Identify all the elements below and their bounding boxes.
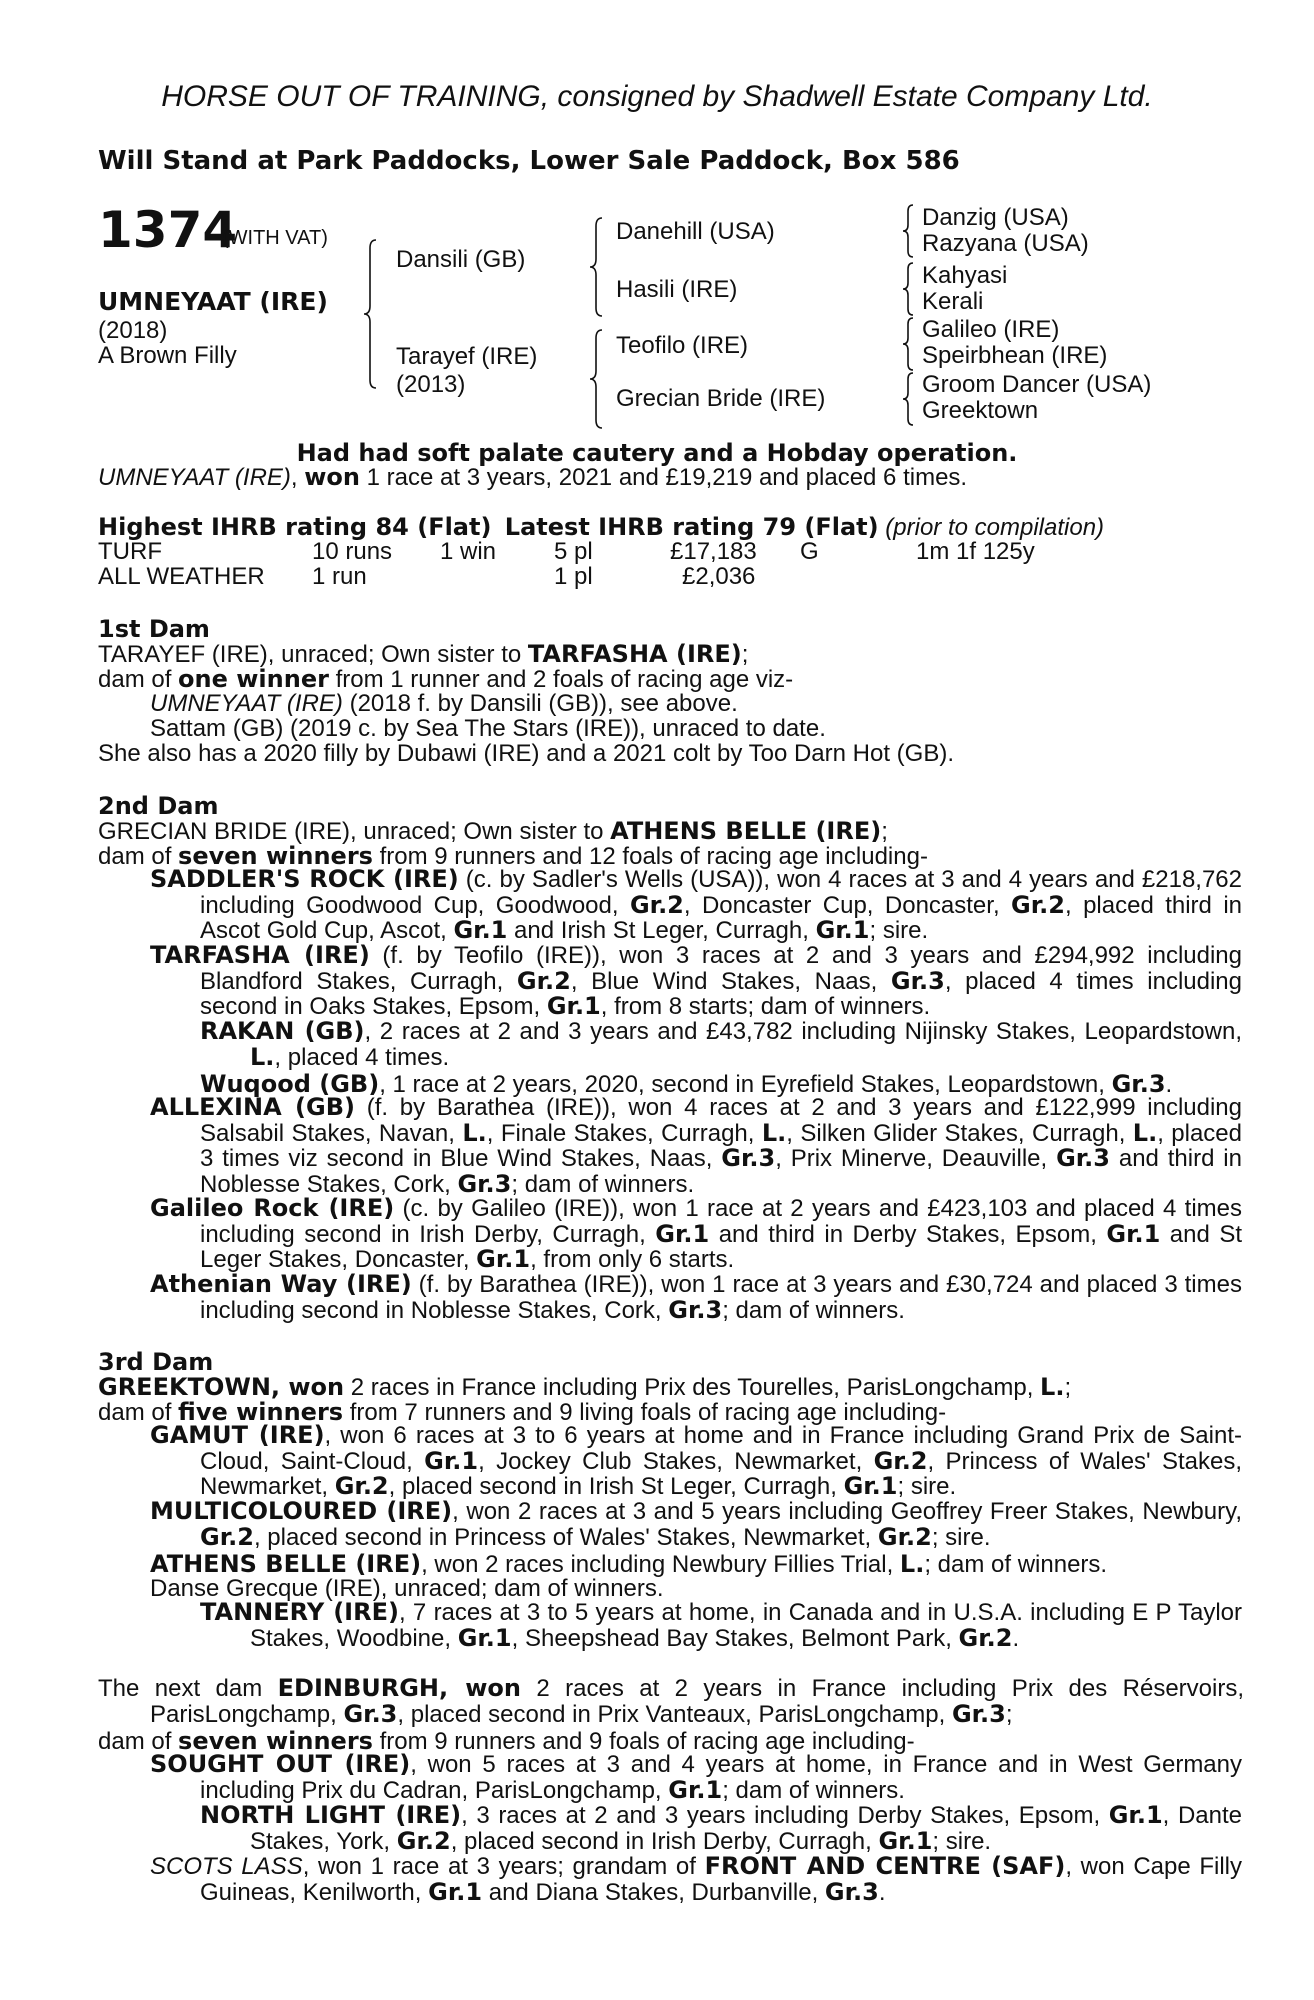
nd-e3d: and Diana Stakes, Durbanville, bbox=[482, 1878, 825, 1906]
dam2-entry-6 bbox=[150, 1196, 1242, 1273]
e5d: , placed 3 times viz second in Blue Wind Stakes, Naas, bbox=[200, 1119, 1242, 1172]
nd-l1g1: Gr.3 bbox=[343, 1699, 398, 1728]
dam3-entry-4: Danse Grecque (IRE), unraced; dam of winners. bbox=[150, 1575, 664, 1602]
d3e1-name: GAMUT (IRE) bbox=[150, 1421, 325, 1449]
nd-e3g1: Gr.1 bbox=[428, 1877, 483, 1906]
sss: Danzig (USA) bbox=[922, 204, 1069, 231]
e2g2: Gr.3 bbox=[890, 966, 945, 995]
nd-l1w: , won bbox=[439, 1674, 521, 1702]
e1-name: SADDLER'S ROCK (IRE) bbox=[150, 865, 459, 893]
dam1-p1b: (2018 f. by Dansili (GB)), see above. bbox=[342, 690, 738, 717]
e1g4: Gr.1 bbox=[815, 916, 870, 944]
dam-dam: Grecian Bride (IRE) bbox=[616, 385, 826, 412]
dam2-heading: 2nd Dam bbox=[98, 792, 219, 820]
nd-e2g2: Gr.2 bbox=[396, 1826, 451, 1855]
d3e2-name: MULTICOLOURED (IRE) bbox=[150, 1497, 453, 1525]
nextdam-entry-3 bbox=[150, 1854, 1242, 1905]
latest-rating: Latest IHRB rating 79 (Flat) bbox=[504, 513, 879, 541]
consignment-line: HORSE OUT OF TRAINING, consigned by Shadwell Estate Company Ltd. bbox=[161, 80, 1153, 113]
brace-3c bbox=[903, 318, 913, 370]
dam2-l1c: ; bbox=[881, 818, 888, 845]
summary-comma: , bbox=[290, 464, 305, 491]
e5g6: Gr.3 bbox=[457, 1169, 512, 1198]
sire: Dansili (GB) bbox=[396, 246, 526, 273]
d3e3a: , won 2 races including Newbury Fillies Trial, bbox=[421, 1551, 900, 1578]
e7-name: Athenian Way (IRE) bbox=[150, 1270, 412, 1298]
d3e5c: . bbox=[1012, 1624, 1020, 1652]
d3e1g4: Gr.1 bbox=[843, 1472, 898, 1500]
nd-e1a: , won 5 races at 3 and 4 years at home, in France and in West Germany including Prix du Cadran, ParisLongchamp, bbox=[200, 1751, 1243, 1804]
turf-earnings: £17,183 bbox=[670, 538, 757, 565]
e2g3: Gr.1 bbox=[546, 992, 601, 1020]
dam1-l1b: TARFASHA (IRE) bbox=[527, 640, 742, 668]
brace-3a bbox=[903, 205, 913, 257]
nd-l1g2: Gr.3 bbox=[951, 1699, 1006, 1728]
dam2-l2c: from 9 runners and 12 foals of racing age including- bbox=[372, 843, 928, 870]
nd-e2d: ; sire. bbox=[932, 1827, 992, 1855]
sire-dam: Hasili (IRE) bbox=[616, 276, 738, 303]
d3e1g3: Gr.2 bbox=[334, 1472, 389, 1500]
e3b: , placed 4 times. bbox=[274, 1043, 450, 1071]
turf-runs: 10 runs bbox=[312, 538, 393, 565]
dam3-entry-5 bbox=[200, 1600, 1242, 1651]
horse-description: A Brown Filly bbox=[98, 342, 237, 369]
d3e1b: , Jockey Club Stakes, Newmarket, bbox=[478, 1447, 874, 1475]
e1a: (c. by Sadler's Wells (USA)), won 4 races at 3 and 4 years and £218,762 including Goodwood Cup, Goodwood, bbox=[200, 866, 1242, 919]
dam3-entry-2 bbox=[150, 1499, 1242, 1550]
highest-rating: Highest IHRB rating 84 (Flat) bbox=[98, 513, 492, 541]
sire-brace bbox=[590, 218, 602, 316]
e3g1: L. bbox=[250, 1042, 275, 1071]
e3a: , 2 races at 2 and 3 years and £43,782 including Nijinsky Stakes, Leopardstown, bbox=[364, 1018, 1243, 1045]
e6b: and third in Derby Stakes, Epsom, bbox=[709, 1220, 1107, 1248]
e1b: , Doncaster Cup, Doncaster, bbox=[683, 891, 1012, 919]
e2b: , Blue Wind Stakes, Naas, bbox=[570, 967, 891, 995]
e6d: , from only 6 starts. bbox=[530, 1246, 735, 1273]
e6g3: Gr.1 bbox=[476, 1245, 531, 1273]
e5e: , Prix Minerve, Deauville, bbox=[775, 1145, 1057, 1172]
d3e2g1: Gr.2 bbox=[200, 1522, 254, 1551]
e1e: ; sire. bbox=[869, 917, 929, 944]
d3e1a: , won 6 races at 3 to 6 years at home and in France including Grand Prix de Saint-Cloud, Saint-Cloud, bbox=[200, 1422, 1242, 1475]
nextdam-entry-2 bbox=[200, 1803, 1242, 1854]
dam2-entry-7 bbox=[150, 1272, 1242, 1323]
dam3-l1n: GREEKTOWN bbox=[98, 1373, 271, 1401]
dam2-l2b: seven winners bbox=[178, 842, 373, 870]
e6-name: Galileo Rock (IRE) bbox=[150, 1194, 395, 1222]
turf-placed: 5 pl bbox=[554, 538, 593, 565]
d3e5g1: Gr.1 bbox=[457, 1623, 512, 1652]
dam3-l1w: , won bbox=[270, 1373, 345, 1401]
dam2-l1b: ATHENS BELLE (IRE) bbox=[610, 817, 882, 845]
e5c: , Silken Glider Stakes, Curragh, bbox=[786, 1119, 1133, 1147]
d3e5g2: Gr.2 bbox=[958, 1623, 1013, 1652]
dam-year: (2013) bbox=[396, 371, 466, 398]
dam1-produce-2: Sattam (GB) (2019 c. by Sea The Stars (IRE)), unraced to date. bbox=[150, 715, 826, 742]
dam3-l2c: from 7 runners and 9 living foals of racing age including- bbox=[343, 1399, 947, 1426]
e5-name: ALLEXINA (GB) bbox=[150, 1093, 355, 1121]
d3e3-name: ATHENS BELLE (IRE) bbox=[150, 1550, 422, 1578]
dss: Galileo (IRE) bbox=[922, 316, 1060, 343]
dam3-heading: 3rd Dam bbox=[98, 1348, 214, 1376]
dam3-l1g: L. bbox=[1040, 1373, 1065, 1401]
lot-number: 1374 bbox=[98, 201, 238, 259]
sds: Kahyasi bbox=[922, 262, 1008, 289]
ssd: Razyana (USA) bbox=[922, 230, 1089, 257]
e2g1: Gr.2 bbox=[516, 966, 571, 995]
brace-3d bbox=[903, 373, 913, 425]
nd-l2b: seven winners bbox=[178, 1727, 373, 1755]
e1d: and Irish St Leger, Curragh, bbox=[507, 917, 816, 944]
e6g1: Gr.1 bbox=[655, 1219, 710, 1248]
dam1-heading: 1st Dam bbox=[98, 615, 210, 643]
d3e2c: ; sire. bbox=[931, 1523, 991, 1551]
nd-l1b: 2 races at 2 years in France including Prix des Réservoirs, ParisLongchamp, bbox=[150, 1675, 1245, 1728]
dam2-l1a: GRECIAN BRIDE (IRE), unraced; Own sister to bbox=[98, 818, 611, 845]
e5g3: L. bbox=[1132, 1118, 1158, 1147]
nd-e2g1: Gr.1 bbox=[1108, 1801, 1163, 1829]
nd-l1d: ; bbox=[1005, 1700, 1013, 1728]
e4b: . bbox=[1165, 1071, 1173, 1098]
d3e2a: , won 2 races at 3 and 5 years including Geoffrey Freer Stakes, Newbury, bbox=[452, 1498, 1242, 1525]
e6c: and St Leger Stakes, Doncaster, bbox=[200, 1220, 1242, 1273]
d3e5-name: TANNERY (IRE) bbox=[200, 1598, 399, 1626]
dam1-produce-1 bbox=[150, 690, 738, 718]
e7g1: Gr.3 bbox=[668, 1295, 723, 1324]
e5g2: L. bbox=[761, 1118, 787, 1147]
e4a: , 1 race at 2 years, 2020, second in Eyrefield Stakes, Leopardstown, bbox=[379, 1071, 1112, 1098]
summary-won: won bbox=[304, 463, 360, 491]
dam1-p1a: UMNEYAAT (IRE) bbox=[150, 690, 343, 717]
nd-l1a: The next dam bbox=[98, 1675, 278, 1702]
nd-l2c: from 9 runners and 9 foals of racing age including- bbox=[372, 1728, 915, 1755]
nd-e2-name: NORTH LIGHT (IRE) bbox=[200, 1801, 462, 1829]
e7b: ; dam of winners. bbox=[722, 1296, 905, 1324]
sdd: Kerali bbox=[922, 288, 984, 315]
horse-year: (2018) bbox=[98, 317, 168, 344]
e5g5: Gr.3 bbox=[1056, 1144, 1110, 1172]
e2a: (f. by Teofilo (IRE)), won 3 races at 2 and 3 years and £294,992 including Blandford Stakes, Curragh, bbox=[200, 942, 1242, 995]
dam3-l2a: dam of bbox=[98, 1399, 179, 1426]
e5g4: Gr.3 bbox=[721, 1144, 776, 1172]
dam2-l2a: dam of bbox=[98, 843, 179, 870]
dsd: Speirbhean (IRE) bbox=[922, 342, 1108, 369]
nd-e2c: , placed second in Irish Derby, Curragh, bbox=[450, 1827, 879, 1855]
aw-placed: 1 pl bbox=[554, 563, 593, 590]
e7a: (f. by Barathea (IRE)), won 1 race at 3 years and £30,724 and placed 3 times including second in Noblesse Stakes, Cork, bbox=[200, 1271, 1242, 1324]
e1g1: Gr.2 bbox=[629, 890, 684, 919]
d3e1g1: Gr.1 bbox=[424, 1446, 479, 1475]
nd-e1-name: SOUGHT OUT (IRE) bbox=[150, 1750, 411, 1778]
dam2-entry-1 bbox=[150, 867, 1242, 944]
e2d: , from 8 starts; dam of winners. bbox=[600, 993, 931, 1020]
e3-name: RAKAN (GB) bbox=[200, 1017, 365, 1045]
dam1-l2a: dam of bbox=[98, 666, 179, 693]
nd-l2a: dam of bbox=[98, 1728, 179, 1755]
dam-sire: Teofilo (IRE) bbox=[616, 332, 749, 359]
nd-e3-name: SCOTS LASS bbox=[150, 1853, 303, 1880]
ddd: Greektown bbox=[922, 397, 1039, 424]
e5g1: L. bbox=[462, 1118, 487, 1147]
dam3-l1a: 2 races in France including Prix des Tourelles, ParisLongchamp, bbox=[344, 1374, 1041, 1401]
nd-e3e: . bbox=[878, 1878, 886, 1906]
nd-e3b: FRONT AND CENTRE (SAF) bbox=[704, 1852, 1066, 1880]
nd-e2b: , Dante Stakes, York, bbox=[250, 1802, 1242, 1855]
e5f: and third in Noblesse Stakes, Cork, bbox=[200, 1145, 1242, 1198]
nd-l1c: , placed second in Prix Vanteaux, ParisLongchamp, bbox=[397, 1700, 952, 1728]
nd-e1b: ; dam of winners. bbox=[722, 1776, 905, 1804]
nd-e3g2: Gr.3 bbox=[824, 1877, 879, 1906]
dam3-entry-1 bbox=[150, 1423, 1242, 1500]
summary-name: UMNEYAAT (IRE) bbox=[98, 464, 291, 491]
turf-distance: 1m 1f 125y bbox=[916, 538, 1035, 565]
aw-surface: ALL WEATHER bbox=[98, 563, 265, 590]
nd-e2a: , 3 races at 2 and 3 years including Derby Stakes, Epsom, bbox=[461, 1802, 1109, 1829]
nextdam-line1 bbox=[98, 1676, 1244, 1727]
d3e5b: , Sheepshead Bay Stakes, Belmont Park, bbox=[511, 1624, 959, 1652]
dds: Groom Dancer (USA) bbox=[922, 371, 1152, 398]
nd-l1n: EDINBURGH bbox=[277, 1674, 440, 1702]
e4-name: Wuqood (GB) bbox=[200, 1070, 380, 1098]
race-summary bbox=[98, 463, 967, 492]
e5a: (f. by Barathea (IRE)), won 4 races at 2 and 3 years and £122,999 including Salsabil Stakes, Navan, bbox=[200, 1094, 1243, 1147]
nd-e2g3: Gr.1 bbox=[878, 1826, 933, 1855]
turf-going: G bbox=[800, 538, 819, 565]
nextdam-entry-1 bbox=[150, 1752, 1242, 1803]
dam2-entry-3 bbox=[200, 1019, 1242, 1070]
e2c: , placed 4 times including second in Oaks Stakes, Epsom, bbox=[200, 967, 1242, 1020]
nd-e1g1: Gr.1 bbox=[668, 1775, 723, 1804]
main-brace bbox=[364, 240, 376, 388]
dam2-entry-5 bbox=[150, 1095, 1242, 1197]
nd-e3a: , won 1 race at 3 years; grandam of bbox=[302, 1853, 705, 1880]
e4g1: Gr.3 bbox=[1111, 1070, 1166, 1098]
dam3-l2b: five winners bbox=[178, 1398, 344, 1426]
rating-note: (prior to compilation) bbox=[885, 514, 1105, 541]
e1c: , placed third in Ascot Gold Cup, Ascot, bbox=[200, 891, 1242, 944]
brace-3b bbox=[903, 263, 913, 315]
sire-sire: Danehill (USA) bbox=[616, 218, 775, 245]
e6a: (c. by Galileo (IRE)), won 1 race at 2 years and £423,103 and placed 4 times including second in Irish Derby, Curragh, bbox=[200, 1195, 1242, 1248]
e2-name: TARFASHA (IRE) bbox=[150, 941, 370, 969]
aw-runs: 1 run bbox=[312, 563, 367, 590]
d3e5a: , 7 races at 3 to 5 years at home, in Canada and in U.S.A. including E P Taylor Stakes, Woodbine, bbox=[250, 1599, 1242, 1652]
turf-surface: TURF bbox=[98, 538, 162, 565]
e1g3: Gr.1 bbox=[453, 916, 508, 944]
d3e3g1: L. bbox=[899, 1550, 925, 1578]
dam1-l2b: one winner bbox=[178, 665, 329, 693]
dam3-l1b: ; bbox=[1064, 1374, 1072, 1401]
dam-brace bbox=[590, 330, 602, 428]
d3e3b: ; dam of winners. bbox=[924, 1551, 1108, 1578]
e5h: ; dam of winners. bbox=[511, 1170, 695, 1198]
aw-earnings: £2,036 bbox=[682, 563, 756, 590]
horse-name: UMNEYAAT (IRE) bbox=[98, 287, 328, 316]
d3e1c: , Princess of Wales' Stakes, Newmarket, bbox=[200, 1447, 1243, 1500]
e1g2: Gr.2 bbox=[1011, 890, 1065, 919]
vat-label: (WITH VAT) bbox=[222, 227, 328, 249]
d3e2b: , placed second in Princess of Wales' Stakes, Newmarket, bbox=[253, 1523, 878, 1551]
turf-wins: 1 win bbox=[440, 538, 497, 565]
e6g2: Gr.1 bbox=[1106, 1219, 1161, 1248]
operation-note: Had had soft palate cautery and a Hobday operation. bbox=[296, 439, 1018, 467]
stand-location: Will Stand at Park Paddocks, Lower Sale Paddock, Box 586 bbox=[98, 146, 960, 176]
dam2-entry-2 bbox=[150, 943, 1242, 1020]
e5b: , Finale Stakes, Curragh, bbox=[486, 1119, 762, 1147]
d3e2g2: Gr.2 bbox=[877, 1522, 932, 1551]
dam1-line3: She also has a 2020 filly by Dubawi (IRE) and a 2021 colt by Too Darn Hot (GB). bbox=[98, 740, 954, 767]
d3e1e: ; sire. bbox=[897, 1473, 957, 1500]
dam1-l1a: TARAYEF (IRE), unraced; Own sister to bbox=[98, 641, 528, 668]
dam1-l1c: ; bbox=[741, 641, 749, 668]
summary-rest: 1 race at 3 years, 2021 and £19,219 and placed 6 times. bbox=[360, 464, 968, 491]
nd-e3c: , won Cape Filly Guineas, Kenilworth, bbox=[200, 1853, 1242, 1906]
d3e1d: , placed second in Irish St Leger, Curragh, bbox=[388, 1473, 844, 1500]
d3e1g2: Gr.2 bbox=[873, 1446, 928, 1475]
dam: Tarayef (IRE) bbox=[396, 343, 538, 370]
dam1-l2c: from 1 runner and 2 foals of racing age viz- bbox=[328, 666, 794, 693]
